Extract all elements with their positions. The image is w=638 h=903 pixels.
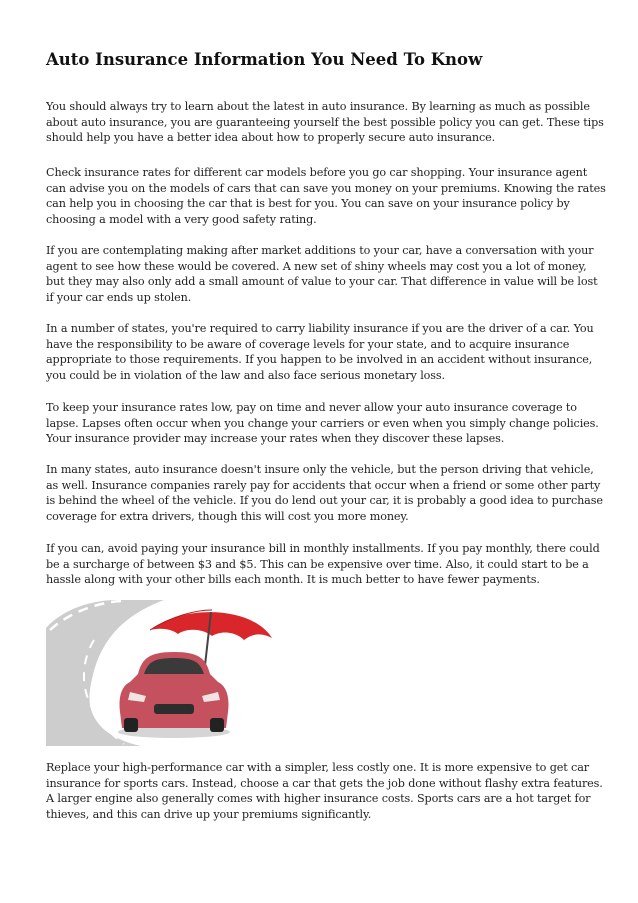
paragraph-lapse: To keep your insurance rates low, pay on time and never allow your auto insurance coverage to lapse. Lapses often occur when you change your carriers or even when you simply change policies. Your insurance provider may increase your rates when they discover these lapses. (46, 401, 599, 446)
paragraph-drivers: In many states, auto insurance doesn't insure only the vehicle, but the person driving that vehicle, as well. Insurance companies rarely pay for accidents that occur when a friend or some other party is behind the wheel of the vehicle. If you do lend out your car, it is probably a good idea to purchase coverage for extra drivers, though this will cost you more money. (46, 463, 603, 523)
page-title: Auto Insurance Information You Need To Know (46, 50, 483, 69)
paragraph-intro: You should always try to learn about the latest in auto insurance. By learning as much as possible about auto insurance, you are guaranteeing yourself the best possible policy you can get. These tips should help you have a better idea about how to properly secure auto insurance. (46, 100, 604, 145)
paragraph-aftermarket: If you are contemplating making after market additions to your car, have a conversation with your agent to see how these would be covered. A new set of shiny wheels may cost you a lot of money, but they may also only add a small amount of value to your car. That difference in value will be lost if your car ends up stolen. (46, 244, 598, 304)
paragraph-installments: If you can, avoid paying your insurance bill in monthly installments. If you pay monthly, there could be a surcharge of between $3 and $5. This can be expensive over time. Also, it could start to be a hassle along with your other bills each month. It is much better to have fewer payments. (46, 542, 600, 587)
paragraph-sports-cars: Replace your high-performance car with a simpler, less costly one. It is more expensive to get car insurance for sports cars. Instead, choose a car that gets the job done without flashy extra features. A larger engine also generally comes with higher insurance costs. Sports cars are a hot target for thieves, and this can drive up your premiums significantly. (46, 761, 603, 821)
paragraph-rates: Check insurance rates for different car models before you go car shopping. Your insurance agent can advise you on the models of cars that can save you money on your premiums. Knowing the rates can help you in choosing the car that is best for you. You can save on your insurance policy by choosing a model with a very good safety rating. (46, 166, 606, 226)
red-car-icon (118, 652, 230, 738)
car-umbrella-illustration (46, 600, 284, 746)
paragraph-liability: In a number of states, you're required to carry liability insurance if you are the driver of a car. You have the responsibility to be aware of coverage levels for your state, and to acquire insurance appropriate to those requirements. If you happen to be involved in an accident without insurance, you could be in violation of the law and also face serious monetary loss. (46, 322, 594, 382)
